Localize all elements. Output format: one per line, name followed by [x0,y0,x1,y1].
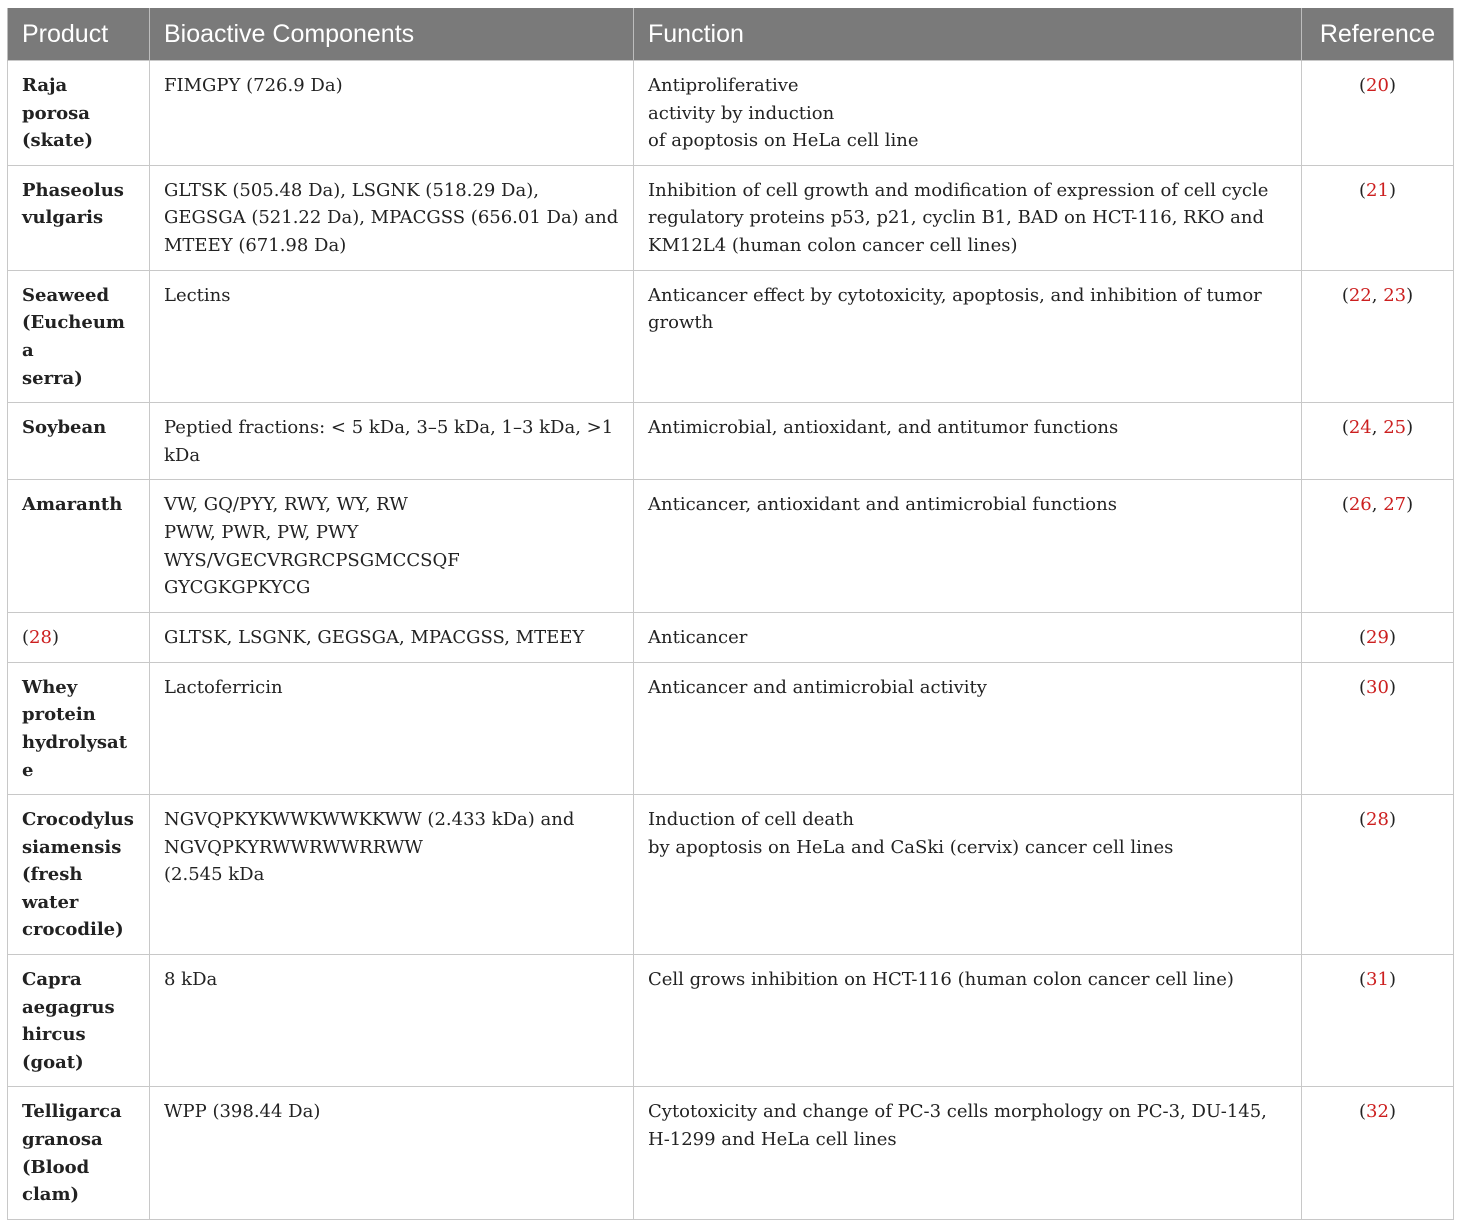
table-row [8,1087,1454,1219]
product-cell: Amaranth [8,480,150,612]
reference-cell: (32) [1302,1087,1454,1219]
product-cell: (28) [8,612,150,662]
product-cell: Raja porosa (skate) [8,61,150,166]
header-function: Function [634,8,1302,61]
product-cell: Capra aegagrus hircus (goat) [8,955,150,1087]
components-cell: 8 kDa [150,955,634,1087]
reference-link[interactable]: 31 [1366,969,1389,991]
components-cell: NGVQPKYKWWKWWKKWW (2.433 kDa) and NGVQPKYRWWRWWRRWW (2.545 kDa [150,795,634,955]
reference-cell: (21) [1302,165,1454,270]
table-row [8,61,1454,166]
header-product: Product [8,8,150,61]
header-components: Bioactive Components [150,8,634,61]
table-row [8,612,1454,662]
components-cell: Lectins [150,270,634,402]
reference-link[interactable]: 30 [1366,676,1389,698]
function-cell: Anticancer [634,612,1302,662]
table-row [8,165,1454,270]
function-cell: Induction of cell death by apoptosis on HeLa and CaSki (cervix) cancer cell lines [634,795,1302,955]
reference-link[interactable]: 29 [1366,626,1389,648]
components-cell: FIMGPY (726.9 Da) [150,61,634,166]
components-cell: VW, GQ/PYY, RWY, WY, RW PWW, PWR, PW, PWY WYS/VGECVRGRCPSGMCCSQF GYCGKGPKYCG [150,480,634,612]
table-row [8,795,1454,955]
reference-link[interactable]: 26 [1348,494,1372,516]
product-cell: Whey protein hydrolysate [8,662,150,794]
function-cell: Anticancer and antimicrobial activity [634,662,1302,794]
function-cell: Anticancer effect by cytotoxicity, apoptosis, and inhibition of tumor growth [634,270,1302,402]
reference-cell: (26, 27) [1302,480,1454,612]
product-cell: Crocodylus siamensis (fresh water crocodile) [8,795,150,955]
table-row [8,662,1454,794]
table-row [8,480,1454,612]
function-cell: Antimicrobial, antioxidant, and antitumor functions [634,403,1302,480]
reference-link[interactable]: 23 [1383,284,1407,306]
bioactive-peptides-table [7,8,1454,1220]
function-cell: Inhibition of cell growth and modification of expression of cell cycle regulatory proteins p53, p21, cyclin B1, BAD on HCT-116, RKO and KM12L4 (human colon cancer cell lines) [634,165,1302,270]
reference-cell: (29) [1302,612,1454,662]
function-cell: Cytotoxicity and change of PC-3 cells morphology on PC-3, DU-145, H-1299 and HeLa cell lines [634,1087,1302,1219]
reference-link[interactable]: 21 [1366,179,1389,201]
reference-link[interactable]: 27 [1383,494,1407,516]
reference-cell: (22, 23) [1302,270,1454,402]
product-cell: Phaseolus vulgaris [8,165,150,270]
table-row [8,403,1454,480]
reference-cell: (20) [1302,61,1454,166]
function-cell: Anticancer, antioxidant and antimicrobial functions [634,480,1302,612]
product-cell: Soybean [8,403,150,480]
reference-link[interactable]: 24 [1348,417,1372,439]
function-cell: Antiproliferative activity by induction of apoptosis on HeLa cell line [634,61,1302,166]
reference-link[interactable]: 22 [1348,284,1372,306]
reference-link[interactable]: 28 [1366,809,1389,831]
components-cell: Lactoferricin [150,662,634,794]
reference-link[interactable]: 20 [1366,75,1389,96]
components-cell: GLTSK (505.48 Da), LSGNK (518.29 Da), GEGSGA (521.22 Da), MPACGSS (656.01 Da) and MTEEY (671.98 Da) [150,165,634,270]
header-reference: Reference [1302,8,1454,61]
reference-cell: (31) [1302,955,1454,1087]
reference-cell: (28) [1302,795,1454,955]
reference-link[interactable]: 32 [1366,1101,1389,1123]
function-cell: Cell grows inhibition on HCT-116 (human colon cancer cell line) [634,955,1302,1087]
components-cell: Peptied fractions: < 5 kDa, 3–5 kDa, 1–3 kDa, >1 kDa [150,403,634,480]
table-row [8,955,1454,1087]
product-cell: Telligarca granosa (Blood clam) [8,1087,150,1219]
header-row [8,8,1454,61]
components-cell: WPP (398.44 Da) [150,1087,634,1219]
reference-cell: (30) [1302,662,1454,794]
components-cell: GLTSK, LSGNK, GEGSGA, MPACGSS, MTEEY [150,612,634,662]
table-row [8,270,1454,402]
reference-cell: (24, 25) [1302,403,1454,480]
reference-link[interactable]: 28 [29,626,52,648]
product-cell: Seaweed (Eucheuma serra) [8,270,150,402]
reference-link[interactable]: 25 [1383,417,1407,439]
